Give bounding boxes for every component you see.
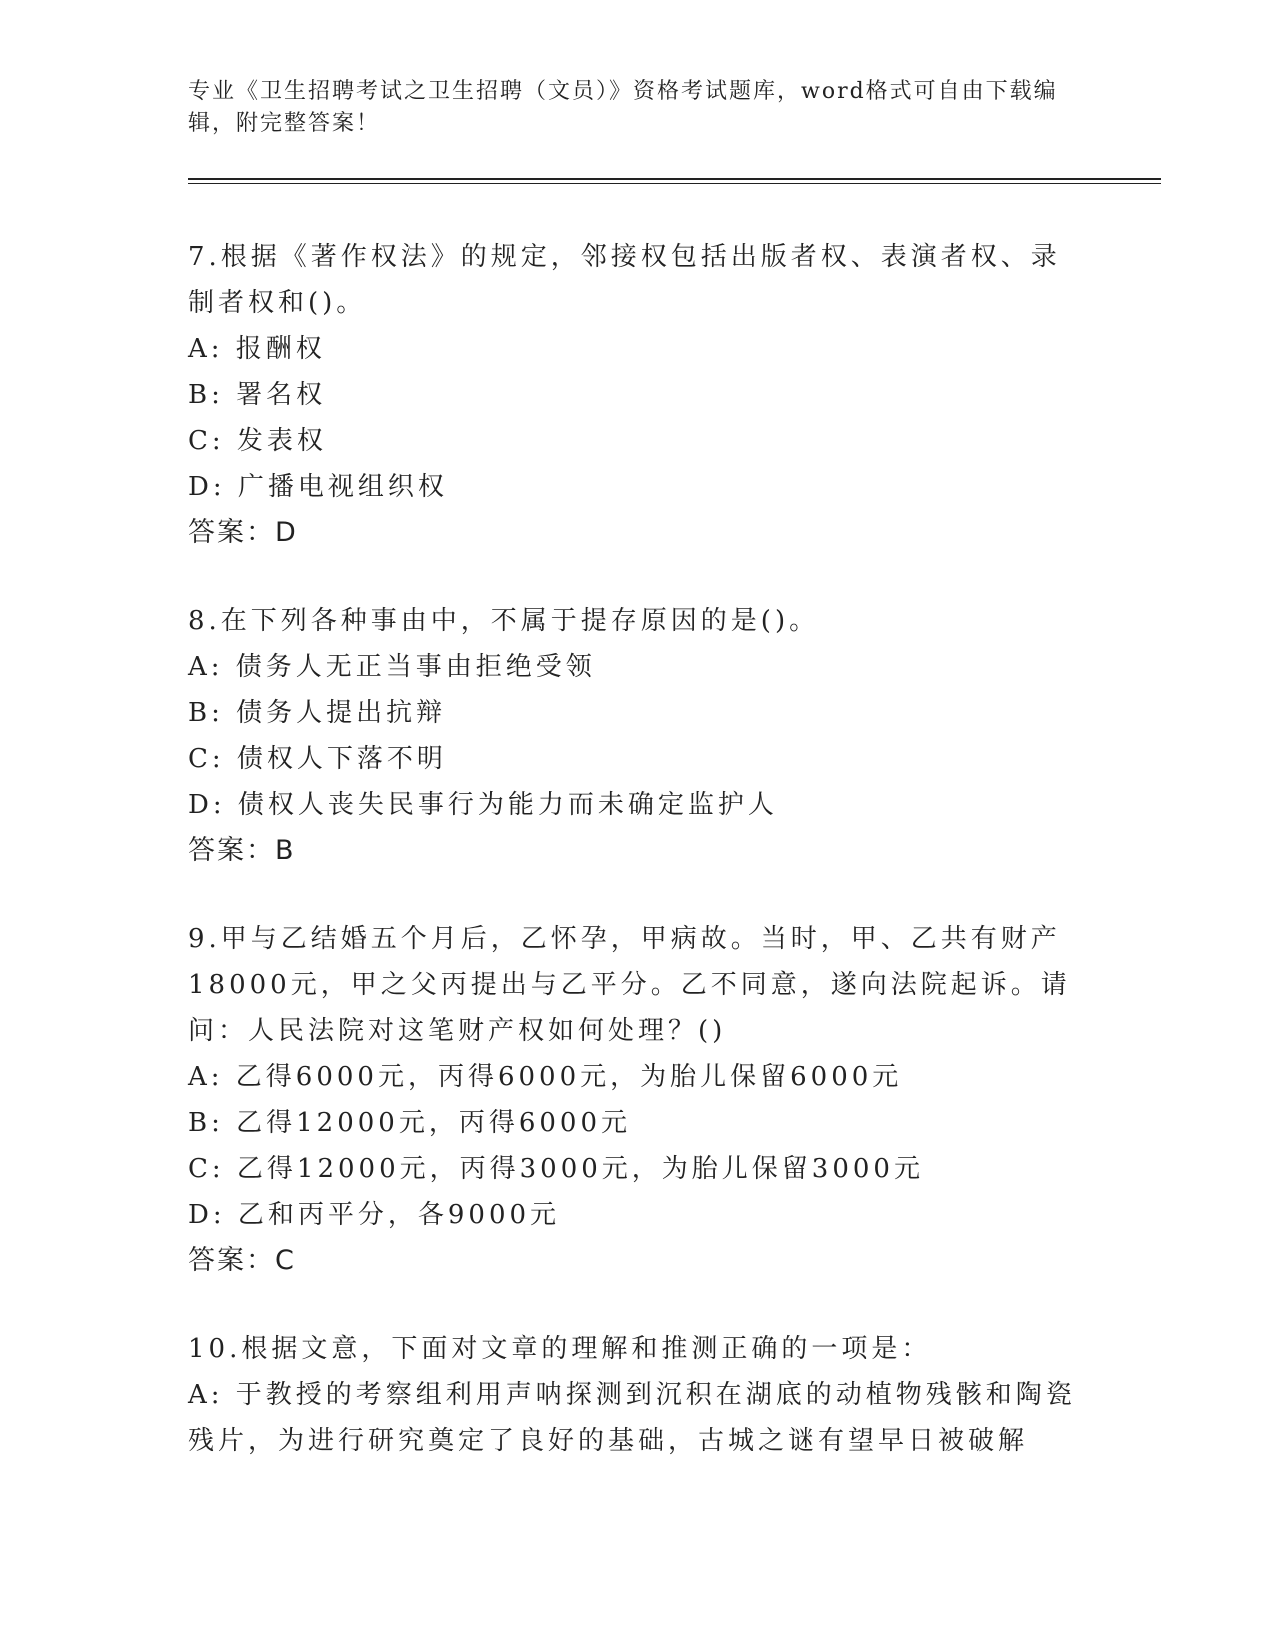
- question-list: [188, 234, 1088, 1506]
- question-text: 9.甲与乙结婚五个月后，乙怀孕，甲病故。当时，甲、乙共有财产18000元，甲之父丙提出与乙平分。乙不同意，遂向法院起诉。请问：人民法院对这笔财产权如何处理？(): [188, 924, 1071, 1046]
- question-text: 8.在下列各种事由中，不属于提存原因的是()。: [188, 606, 820, 636]
- option-a: A: 报酬权: [188, 334, 326, 364]
- option-c: C: 发表权: [188, 426, 327, 456]
- option-a: A: 于教授的考察组利用声呐探测到沉积在湖底的动植物残骸和陶瓷残片，为进行研究奠定了良好的基础，古城之谜有望早日被破解: [188, 1380, 1076, 1456]
- option-a: A: 乙得6000元，丙得6000元，为胎儿保留6000元: [188, 1062, 903, 1092]
- answer-line: 答案：D: [188, 517, 298, 548]
- question-10: [188, 1326, 1088, 1464]
- answer-line: 答案：C: [188, 1245, 296, 1276]
- header-divider: [188, 178, 1161, 180]
- option-a: A: 债务人无正当事由拒绝受领: [188, 652, 596, 682]
- option-b: B: 乙得12000元，丙得6000元: [188, 1108, 632, 1138]
- option-c: C: 债权人下落不明: [188, 744, 447, 774]
- question-8: [188, 598, 1088, 874]
- option-c: C: 乙得12000元，丙得3000元，为胎儿保留3000元: [188, 1154, 924, 1184]
- header-divider-thin: [188, 183, 1161, 184]
- option-d: D: 债权人丧失民事行为能力而未确定监护人: [188, 790, 778, 820]
- question-text: 10.根据文意，下面对文章的理解和推测正确的一项是：: [188, 1334, 932, 1364]
- option-d: D: 广播电视组织权: [188, 472, 448, 502]
- answer-line: 答案：B: [188, 835, 296, 866]
- question-9: [188, 916, 1088, 1284]
- option-d: D: 乙和丙平分，各9000元: [188, 1200, 561, 1230]
- question-text: 7.根据《著作权法》的规定，邻接权包括出版者权、表演者权、录制者权和()。: [188, 242, 1061, 318]
- option-b: B: 署名权: [188, 380, 327, 410]
- option-b: B: 债务人提出抗辩: [188, 698, 447, 728]
- document-header: 专业《卫生招聘考试之卫生招聘（文员）》资格考试题库，word格式可自由下载编辑，附完整答案！: [188, 79, 1058, 136]
- question-7: [188, 234, 1088, 556]
